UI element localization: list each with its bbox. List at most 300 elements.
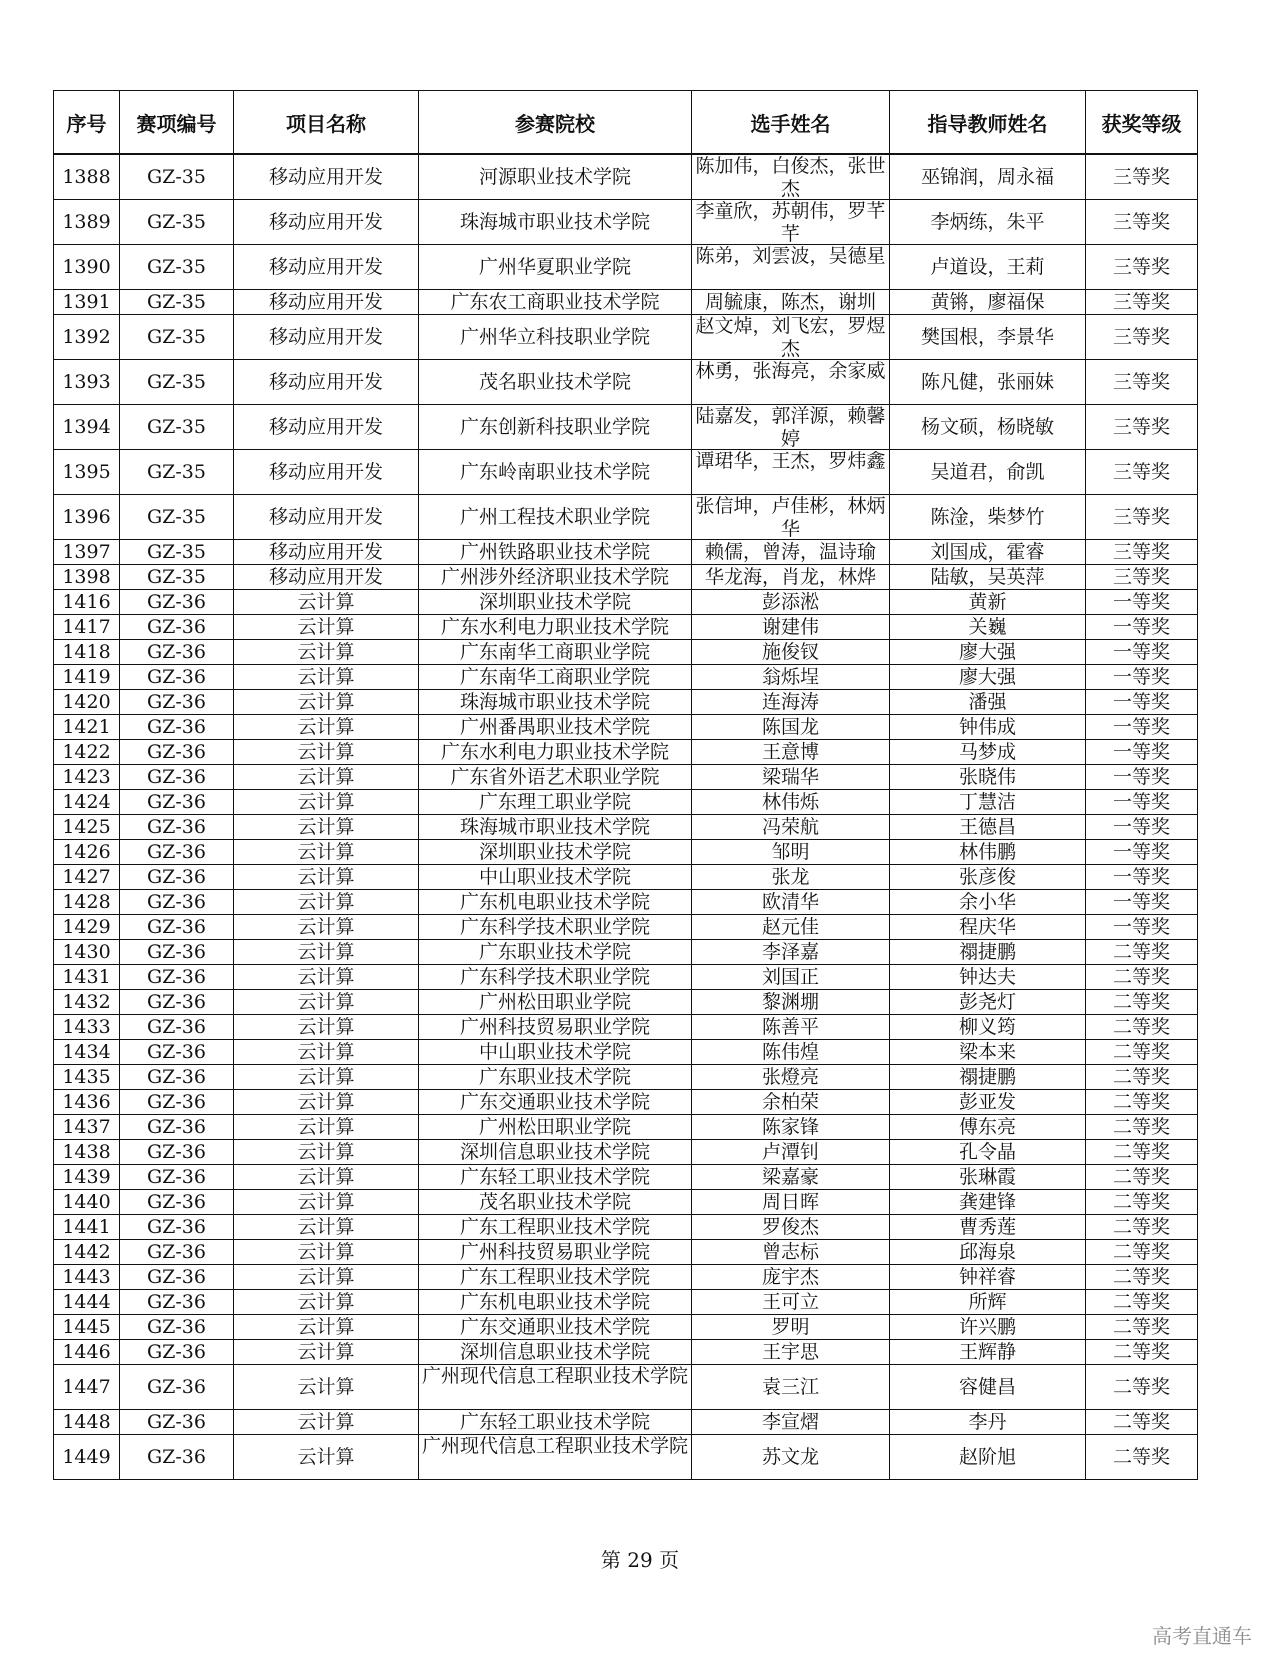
table-row (54, 990, 1198, 1015)
cell-award-level: 一等奖 (1086, 815, 1198, 840)
cell-serial: 1426 (54, 840, 120, 865)
cell-project-name: 移动应用开发 (234, 565, 419, 590)
table-row (54, 1040, 1198, 1065)
cell-event-code: GZ-36 (120, 1065, 234, 1090)
cell-instructors: 余小华 (890, 890, 1086, 915)
cell-event-code: GZ-35 (120, 495, 234, 540)
cell-serial: 1433 (54, 1015, 120, 1040)
cell-event-code: GZ-36 (120, 1090, 234, 1115)
cell-instructors: 程庆华 (890, 915, 1086, 940)
cell-contestants: 欧清华 (692, 890, 890, 915)
cell-instructors: 钟祥睿 (890, 1265, 1086, 1290)
cell-contestants: 袁三江 (692, 1365, 890, 1410)
cell-event-code: GZ-36 (120, 990, 234, 1015)
table-row (54, 1240, 1198, 1265)
cell-project-name: 云计算 (234, 940, 419, 965)
cell-school: 广东工程职业技术学院 (419, 1265, 692, 1290)
cell-event-code: GZ-36 (120, 1290, 234, 1315)
page-number: 第 29 页 (600, 1548, 680, 1572)
cell-contestants: 梁嘉豪 (692, 1165, 890, 1190)
cell-instructors: 杨文硕，杨晓敏 (890, 405, 1086, 450)
cell-project-name: 移动应用开发 (234, 315, 419, 360)
cell-contestants: 刘国正 (692, 965, 890, 990)
cell-instructors: 张琳霞 (890, 1165, 1086, 1190)
cell-contestants: 华龙海，肖龙，林烨 (692, 565, 890, 590)
cell-project-name: 云计算 (234, 1290, 419, 1315)
cell-event-code: GZ-35 (120, 290, 234, 315)
cell-event-code: GZ-36 (120, 1410, 234, 1435)
cell-serial: 1388 (54, 154, 120, 200)
cell-serial: 1428 (54, 890, 120, 915)
cell-event-code: GZ-35 (120, 245, 234, 290)
cell-serial: 1431 (54, 965, 120, 990)
cell-contestants-text: 赵文焯，刘飞宏，罗煜杰 (695, 315, 886, 359)
cell-event-code: GZ-35 (120, 360, 234, 405)
watermark: 高考直通车 (1152, 1624, 1252, 1648)
cell-school: 深圳信息职业技术学院 (419, 1140, 692, 1165)
cell-school: 广东创新科技职业学院 (419, 405, 692, 450)
table-row (54, 495, 1198, 540)
cell-school: 广州松田职业学院 (419, 1115, 692, 1140)
table-row (54, 1435, 1198, 1480)
cell-project-name: 云计算 (234, 740, 419, 765)
table-row (54, 1265, 1198, 1290)
cell-contestants: 余柏荣 (692, 1090, 890, 1115)
cell-serial: 1420 (54, 690, 120, 715)
cell-project-name: 云计算 (234, 1240, 419, 1265)
cell-school: 河源职业技术学院 (419, 154, 692, 200)
cell-serial: 1392 (54, 315, 120, 360)
cell-serial: 1436 (54, 1090, 120, 1115)
cell-instructors: 彭亚发 (890, 1090, 1086, 1115)
cell-contestants: 李宣熠 (692, 1410, 890, 1435)
cell-award-level: 三等奖 (1086, 200, 1198, 245)
cell-school: 中山职业技术学院 (419, 865, 692, 890)
cell-school: 广州华夏职业学院 (419, 245, 692, 290)
table-row (54, 690, 1198, 715)
cell-event-code: GZ-36 (120, 1340, 234, 1365)
cell-project-name: 云计算 (234, 1340, 419, 1365)
table-row (54, 740, 1198, 765)
cell-contestants: 苏文龙 (692, 1435, 890, 1480)
cell-instructors: 柳义筠 (890, 1015, 1086, 1040)
cell-school: 广州番禺职业技术学院 (419, 715, 692, 740)
cell-instructors: 曹秀莲 (890, 1215, 1086, 1240)
cell-contestants: 周毓康，陈杰，谢圳 (692, 290, 890, 315)
cell-award-level: 二等奖 (1086, 990, 1198, 1015)
cell-school: 广东南华工商职业学院 (419, 665, 692, 690)
table-row (54, 1090, 1198, 1115)
cell-contestants: 陈家锋 (692, 1115, 890, 1140)
cell-event-code: GZ-35 (120, 565, 234, 590)
cell-contestants: 施俊钗 (692, 640, 890, 665)
cell-project-name: 移动应用开发 (234, 405, 419, 450)
cell-contestants: 陈善平 (692, 1015, 890, 1040)
cell-event-code: GZ-36 (120, 765, 234, 790)
cell-award-level: 三等奖 (1086, 315, 1198, 360)
cell-instructors: 禤捷鹏 (890, 1065, 1086, 1090)
cell-instructors: 丁慧洁 (890, 790, 1086, 815)
cell-instructors: 禤捷鹏 (890, 940, 1086, 965)
cell-project-name: 云计算 (234, 715, 419, 740)
cell-instructors: 邱海泉 (890, 1240, 1086, 1265)
cell-contestants (692, 154, 890, 200)
cell-project-name: 移动应用开发 (234, 360, 419, 405)
cell-award-level: 一等奖 (1086, 840, 1198, 865)
cell-project-name: 移动应用开发 (234, 450, 419, 495)
cell-school: 广东职业技术学院 (419, 1065, 692, 1090)
cell-award-level: 三等奖 (1086, 290, 1198, 315)
table-row (54, 360, 1198, 405)
cell-award-level: 二等奖 (1086, 1040, 1198, 1065)
cell-school: 广东理工职业学院 (419, 790, 692, 815)
cell-contestants: 赖儒，曾涛，温诗瑜 (692, 540, 890, 565)
cell-serial: 1391 (54, 290, 120, 315)
cell-event-code: GZ-36 (120, 890, 234, 915)
cell-school: 茂名职业技术学院 (419, 1190, 692, 1215)
cell-contestants: 罗明 (692, 1315, 890, 1340)
cell-instructors: 张晓伟 (890, 765, 1086, 790)
cell-contestants-text: 谭珺华，王杰，罗炜鑫 (695, 450, 886, 472)
cell-contestants (692, 495, 890, 540)
cell-instructors: 李丹 (890, 1410, 1086, 1435)
cell-serial: 1449 (54, 1435, 120, 1480)
cell-contestants: 王意博 (692, 740, 890, 765)
cell-award-level: 三等奖 (1086, 495, 1198, 540)
table-row (54, 290, 1198, 315)
cell-serial: 1425 (54, 815, 120, 840)
cell-school-text: 广州现代信息工程职业技术学院 (421, 1365, 688, 1387)
cell-instructors: 傅东亮 (890, 1115, 1086, 1140)
cell-award-level: 二等奖 (1086, 1365, 1198, 1410)
cell-event-code: GZ-36 (120, 790, 234, 815)
cell-award-level: 一等奖 (1086, 765, 1198, 790)
cell-event-code: GZ-36 (120, 640, 234, 665)
column-header: 序号 (54, 91, 120, 155)
column-header: 指导教师姓名 (890, 91, 1086, 155)
cell-instructors: 关巍 (890, 615, 1086, 640)
table-row (54, 1215, 1198, 1240)
cell-contestants-text: 张信坤，卢佳彬，林炳华 (695, 495, 886, 539)
cell-school: 广州华立科技职业学院 (419, 315, 692, 360)
cell-project-name: 云计算 (234, 1090, 419, 1115)
cell-contestants: 梁瑞华 (692, 765, 890, 790)
cell-school: 广东南华工商职业学院 (419, 640, 692, 665)
cell-school: 广东交通职业技术学院 (419, 1315, 692, 1340)
cell-project-name: 云计算 (234, 640, 419, 665)
cell-school: 珠海城市职业技术学院 (419, 690, 692, 715)
cell-serial: 1423 (54, 765, 120, 790)
column-header: 获奖等级 (1086, 91, 1198, 155)
table-header-row (54, 91, 1198, 155)
cell-serial: 1417 (54, 615, 120, 640)
cell-instructors: 赵阶旭 (890, 1435, 1086, 1480)
column-header: 参赛院校 (419, 91, 692, 155)
cell-instructors: 许兴鹏 (890, 1315, 1086, 1340)
table-row (54, 450, 1198, 495)
table-row (54, 1290, 1198, 1315)
cell-award-level: 二等奖 (1086, 1240, 1198, 1265)
cell-contestants: 彭添淞 (692, 590, 890, 615)
cell-serial: 1438 (54, 1140, 120, 1165)
cell-serial: 1444 (54, 1290, 120, 1315)
cell-serial: 1394 (54, 405, 120, 450)
cell-award-level: 二等奖 (1086, 1290, 1198, 1315)
cell-contestants-text: 陈加伟，白俊杰，张世杰 (695, 155, 886, 199)
cell-instructors: 彭尧灯 (890, 990, 1086, 1015)
cell-serial: 1418 (54, 640, 120, 665)
cell-project-name: 移动应用开发 (234, 245, 419, 290)
cell-instructors: 陈淦，柴梦竹 (890, 495, 1086, 540)
table-row (54, 1140, 1198, 1165)
cell-event-code: GZ-36 (120, 715, 234, 740)
cell-instructors: 潘强 (890, 690, 1086, 715)
cell-contestants: 陈国龙 (692, 715, 890, 740)
cell-project-name: 云计算 (234, 1015, 419, 1040)
cell-serial: 1447 (54, 1365, 120, 1410)
cell-award-level: 二等奖 (1086, 1165, 1198, 1190)
cell-instructors: 陆敏，吴英萍 (890, 565, 1086, 590)
cell-contestants: 王宇思 (692, 1340, 890, 1365)
cell-school-text: 广州现代信息工程职业技术学院 (421, 1435, 688, 1457)
cell-instructors: 李炳练，朱平 (890, 200, 1086, 245)
column-header: 赛项编号 (120, 91, 234, 155)
cell-event-code: GZ-36 (120, 665, 234, 690)
cell-school: 广东省外语艺术职业学院 (419, 765, 692, 790)
table-row (54, 590, 1198, 615)
cell-school: 广东轻工职业技术学院 (419, 1165, 692, 1190)
cell-school: 广州铁路职业技术学院 (419, 540, 692, 565)
cell-school: 广州工程技术职业学院 (419, 495, 692, 540)
cell-serial: 1446 (54, 1340, 120, 1365)
table-row (54, 765, 1198, 790)
cell-instructors: 龚建锋 (890, 1190, 1086, 1215)
cell-event-code: GZ-36 (120, 1115, 234, 1140)
table-row (54, 1065, 1198, 1090)
cell-serial: 1419 (54, 665, 120, 690)
cell-award-level: 三等奖 (1086, 540, 1198, 565)
cell-event-code: GZ-36 (120, 1165, 234, 1190)
table-row (54, 1365, 1198, 1410)
cell-event-code: GZ-35 (120, 154, 234, 200)
cell-serial: 1422 (54, 740, 120, 765)
cell-event-code: GZ-36 (120, 865, 234, 890)
cell-award-level: 三等奖 (1086, 154, 1198, 200)
cell-contestants (692, 450, 890, 495)
cell-project-name: 云计算 (234, 815, 419, 840)
cell-school: 广州松田职业学院 (419, 990, 692, 1015)
cell-award-level: 一等奖 (1086, 740, 1198, 765)
cell-event-code: GZ-36 (120, 615, 234, 640)
table-body (54, 154, 1198, 1480)
cell-award-level: 一等奖 (1086, 715, 1198, 740)
cell-contestants: 陈伟煌 (692, 1040, 890, 1065)
table-row (54, 640, 1198, 665)
cell-contestants: 曾志标 (692, 1240, 890, 1265)
cell-project-name: 云计算 (234, 990, 419, 1015)
cell-serial: 1396 (54, 495, 120, 540)
cell-contestants: 李泽嘉 (692, 940, 890, 965)
cell-instructors: 张彦俊 (890, 865, 1086, 890)
cell-project-name: 移动应用开发 (234, 200, 419, 245)
table-row (54, 565, 1198, 590)
cell-serial: 1429 (54, 915, 120, 940)
cell-project-name: 移动应用开发 (234, 540, 419, 565)
cell-contestants: 邹明 (692, 840, 890, 865)
table-row (54, 615, 1198, 640)
cell-school: 广东交通职业技术学院 (419, 1090, 692, 1115)
cell-instructors: 孔令晶 (890, 1140, 1086, 1165)
table-row (54, 865, 1198, 890)
cell-contestants: 翁烁埕 (692, 665, 890, 690)
cell-project-name: 云计算 (234, 965, 419, 990)
table-row (54, 890, 1198, 915)
cell-school: 广州科技贸易职业学院 (419, 1015, 692, 1040)
cell-instructors: 樊国根，李景华 (890, 315, 1086, 360)
cell-serial: 1439 (54, 1165, 120, 1190)
cell-contestants: 谢建伟 (692, 615, 890, 640)
award-table (53, 90, 1198, 1480)
cell-event-code: GZ-35 (120, 200, 234, 245)
cell-event-code: GZ-36 (120, 590, 234, 615)
cell-school: 广东水利电力职业技术学院 (419, 740, 692, 765)
cell-project-name: 云计算 (234, 1040, 419, 1065)
cell-award-level: 一等奖 (1086, 915, 1198, 940)
cell-project-name: 云计算 (234, 865, 419, 890)
cell-contestants-text: 林勇，张海亮，余家威 (695, 360, 886, 382)
cell-award-level: 二等奖 (1086, 1410, 1198, 1435)
cell-contestants: 张燈亮 (692, 1065, 890, 1090)
column-header: 项目名称 (234, 91, 419, 155)
cell-contestants-text: 陆嘉发，郭洋源，赖馨婷 (695, 405, 886, 449)
cell-project-name: 云计算 (234, 1365, 419, 1410)
cell-event-code: GZ-36 (120, 1365, 234, 1410)
cell-school: 珠海城市职业技术学院 (419, 815, 692, 840)
table-row (54, 1190, 1198, 1215)
cell-award-level: 二等奖 (1086, 1435, 1198, 1480)
cell-school: 广州涉外经济职业技术学院 (419, 565, 692, 590)
cell-school: 珠海城市职业技术学院 (419, 200, 692, 245)
cell-project-name: 云计算 (234, 915, 419, 940)
cell-award-level: 二等奖 (1086, 1340, 1198, 1365)
cell-school: 深圳职业技术学院 (419, 590, 692, 615)
cell-serial: 1427 (54, 865, 120, 890)
cell-event-code: GZ-36 (120, 915, 234, 940)
cell-school: 广东职业技术学院 (419, 940, 692, 965)
cell-event-code: GZ-36 (120, 815, 234, 840)
cell-serial: 1442 (54, 1240, 120, 1265)
cell-serial: 1389 (54, 200, 120, 245)
cell-contestants-text: 陈弟，刘雲波，吴德星 (695, 245, 886, 267)
cell-serial: 1390 (54, 245, 120, 290)
cell-school: 茂名职业技术学院 (419, 360, 692, 405)
table-row (54, 405, 1198, 450)
cell-project-name: 云计算 (234, 1115, 419, 1140)
cell-award-level: 一等奖 (1086, 690, 1198, 715)
cell-instructors: 廖大强 (890, 665, 1086, 690)
cell-event-code: GZ-36 (120, 1240, 234, 1265)
cell-award-level: 二等奖 (1086, 1140, 1198, 1165)
cell-contestants (692, 200, 890, 245)
cell-instructors: 吴道君，俞凯 (890, 450, 1086, 495)
cell-serial: 1443 (54, 1265, 120, 1290)
cell-event-code: GZ-36 (120, 840, 234, 865)
table-row (54, 840, 1198, 865)
cell-instructors: 廖大强 (890, 640, 1086, 665)
cell-award-level: 二等奖 (1086, 1265, 1198, 1290)
cell-award-level: 二等奖 (1086, 1315, 1198, 1340)
cell-instructors: 梁本来 (890, 1040, 1086, 1065)
cell-school: 广东岭南职业技术学院 (419, 450, 692, 495)
cell-project-name: 云计算 (234, 1265, 419, 1290)
table-row (54, 1340, 1198, 1365)
table-row (54, 1410, 1198, 1435)
table-row (54, 200, 1198, 245)
cell-instructors: 黄新 (890, 590, 1086, 615)
cell-serial: 1393 (54, 360, 120, 405)
cell-project-name: 云计算 (234, 765, 419, 790)
cell-school: 广州科技贸易职业学院 (419, 1240, 692, 1265)
cell-contestants: 庞宇杰 (692, 1265, 890, 1290)
cell-serial: 1395 (54, 450, 120, 495)
cell-contestants: 连海涛 (692, 690, 890, 715)
table-row (54, 915, 1198, 940)
cell-project-name: 云计算 (234, 1315, 419, 1340)
cell-instructors: 卢道设，王莉 (890, 245, 1086, 290)
cell-contestants: 张龙 (692, 865, 890, 890)
cell-school (419, 1365, 692, 1410)
table-row (54, 665, 1198, 690)
cell-contestants (692, 360, 890, 405)
cell-instructors: 王德昌 (890, 815, 1086, 840)
cell-instructors: 钟达夫 (890, 965, 1086, 990)
cell-event-code: GZ-35 (120, 405, 234, 450)
cell-instructors: 王辉静 (890, 1340, 1086, 1365)
cell-award-level: 三等奖 (1086, 360, 1198, 405)
cell-school: 广东机电职业技术学院 (419, 1290, 692, 1315)
cell-contestants: 林伟烁 (692, 790, 890, 815)
table-row (54, 815, 1198, 840)
cell-award-level: 三等奖 (1086, 405, 1198, 450)
cell-award-level: 二等奖 (1086, 1115, 1198, 1140)
cell-contestants-text: 李童欣，苏朝伟，罗芊芊 (695, 200, 886, 244)
cell-event-code: GZ-36 (120, 740, 234, 765)
cell-award-level: 二等奖 (1086, 1015, 1198, 1040)
cell-event-code: GZ-36 (120, 690, 234, 715)
cell-project-name: 云计算 (234, 790, 419, 815)
cell-award-level: 三等奖 (1086, 450, 1198, 495)
cell-project-name: 云计算 (234, 890, 419, 915)
cell-award-level: 一等奖 (1086, 615, 1198, 640)
cell-award-level: 一等奖 (1086, 640, 1198, 665)
cell-instructors: 容健昌 (890, 1365, 1086, 1410)
table-row (54, 154, 1198, 200)
table-row (54, 965, 1198, 990)
cell-serial: 1424 (54, 790, 120, 815)
cell-serial: 1416 (54, 590, 120, 615)
cell-school: 深圳职业技术学院 (419, 840, 692, 865)
cell-instructors: 刘国成，霍睿 (890, 540, 1086, 565)
cell-school: 广东科学技术职业学院 (419, 915, 692, 940)
cell-project-name: 云计算 (234, 840, 419, 865)
table-row (54, 1015, 1198, 1040)
cell-contestants: 罗俊杰 (692, 1215, 890, 1240)
cell-contestants (692, 315, 890, 360)
cell-event-code: GZ-35 (120, 315, 234, 360)
cell-contestants: 周日晖 (692, 1190, 890, 1215)
table-row (54, 1165, 1198, 1190)
cell-project-name: 移动应用开发 (234, 495, 419, 540)
